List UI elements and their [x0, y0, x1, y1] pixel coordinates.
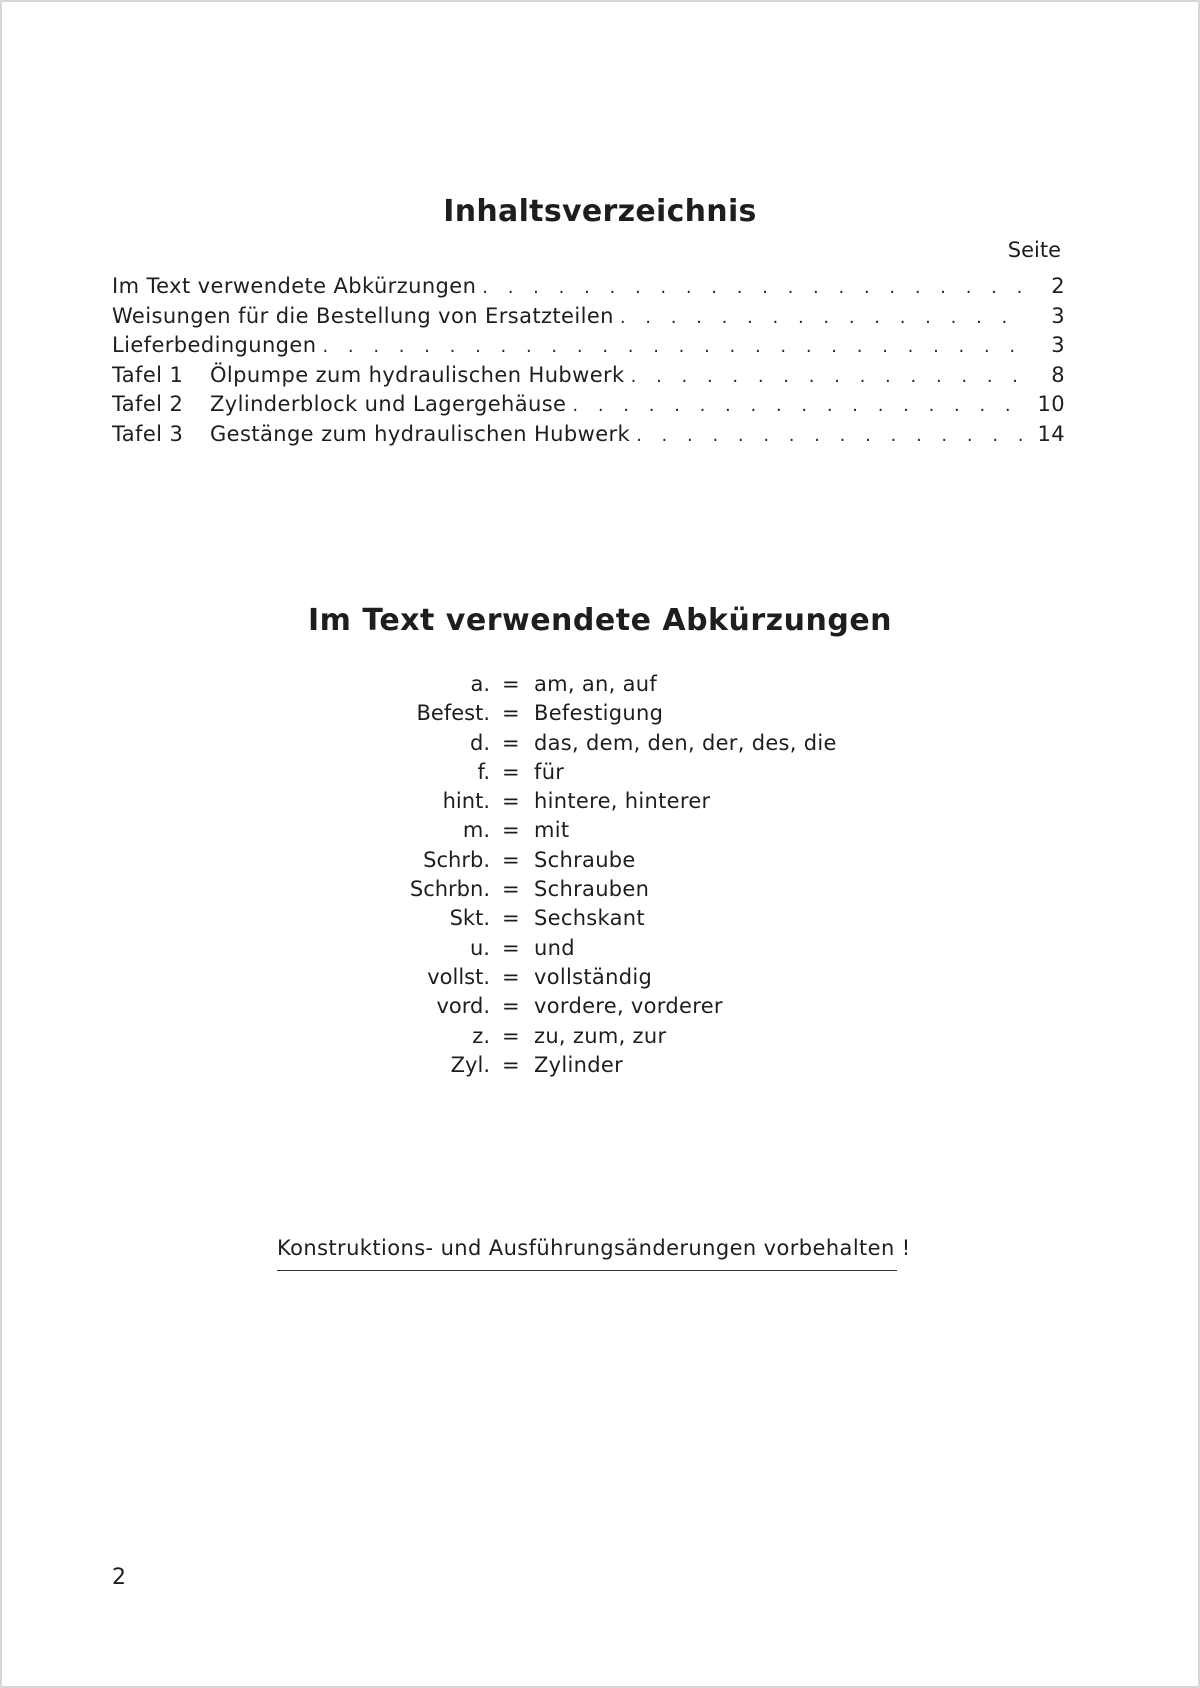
abbreviation-row: [2, 789, 1198, 818]
toc-leader-dots: [482, 277, 1025, 298]
abbreviation-term: Skt.: [449, 906, 490, 931]
toc-entry: [112, 304, 1065, 334]
equals-sign: =: [502, 701, 520, 726]
toc-entry-label: Lieferbedingungen: [112, 333, 317, 358]
equals-sign: =: [502, 877, 520, 902]
toc-entry: [112, 333, 1065, 363]
abbreviation-meaning: und: [534, 935, 575, 960]
abbreviation-term: Schrb.: [423, 847, 490, 872]
toc-entry-prefix: Tafel 1: [112, 362, 184, 387]
abbreviation-row: [2, 760, 1198, 789]
equals-sign: =: [502, 818, 520, 843]
abbreviation-row: [2, 994, 1198, 1023]
abbreviation-meaning: Zylinder: [534, 1052, 624, 1077]
note-underline-divider: [277, 1270, 897, 1271]
toc-page-column-header: Seite: [1007, 238, 1061, 262]
table-of-contents: [112, 274, 1065, 452]
toc-entry: [112, 363, 1065, 393]
toc-entry-page: 8: [1051, 362, 1065, 387]
abbreviation-row: [2, 1053, 1198, 1082]
abbreviation-row: [2, 731, 1198, 760]
abbreviation-term: vollst.: [427, 964, 490, 989]
abbreviation-meaning: Schraube: [534, 847, 636, 872]
abbreviation-term: d.: [469, 730, 490, 755]
equals-sign: =: [502, 935, 520, 960]
abbreviations-title: Im Text verwendete Abkürzungen: [307, 603, 893, 638]
equals-sign: =: [502, 759, 520, 784]
disclaimer-note: Konstruktions- und Ausführungsänderungen vorbehalten !: [277, 1236, 911, 1260]
equals-sign: =: [502, 789, 520, 814]
abbreviation-term: Zyl.: [450, 1052, 490, 1077]
abbreviation-row: [2, 848, 1198, 877]
abbreviation-row: [2, 818, 1198, 847]
toc-entry-page: 10: [1037, 392, 1065, 417]
toc-entry-label: Tafel 3 Gestänge zum hydraulischen Hubwerk: [112, 421, 631, 446]
toc-leader-dots: [322, 336, 1025, 357]
toc-entry-prefix: Tafel 3: [112, 421, 184, 446]
toc-leader-dots: [620, 307, 1025, 328]
toc-entry-page: 14: [1037, 421, 1065, 446]
abbreviation-row: [2, 936, 1198, 965]
abbreviation-meaning: Befestigung: [534, 701, 664, 726]
toc-entry-label: Tafel 1 Ölpumpe zum hydraulischen Hubwerk: [112, 362, 625, 387]
equals-sign: =: [502, 964, 520, 989]
abbreviation-meaning: vollständig: [534, 964, 653, 989]
abbreviation-meaning: vordere, vorderer: [534, 994, 723, 1019]
abbreviation-meaning: Schrauben: [534, 877, 650, 902]
toc-entry-page: 2: [1051, 274, 1065, 298]
abbreviation-term: m.: [462, 818, 490, 843]
toc-entry-label: Weisungen für die Bestellung von Ersatzteilen: [112, 303, 614, 328]
toc-leader-dots: [636, 425, 1025, 446]
abbreviation-row: [2, 965, 1198, 994]
abbreviation-term: Befest.: [416, 701, 490, 726]
abbreviation-meaning: hintere, hinterer: [534, 789, 711, 814]
abbreviation-row: [2, 672, 1198, 701]
toc-entry-prefix: Tafel 2: [112, 392, 184, 417]
abbreviation-list: [2, 672, 1198, 1082]
page-number: 2: [112, 1565, 126, 1590]
abbreviation-meaning: für: [534, 759, 565, 784]
abbreviation-row: [2, 701, 1198, 730]
toc-leader-dots: [631, 366, 1025, 387]
equals-sign: =: [502, 906, 520, 931]
abbreviation-meaning: am, an, auf: [534, 672, 658, 696]
equals-sign: =: [502, 1023, 520, 1048]
equals-sign: =: [502, 1052, 520, 1077]
abbreviation-term: vord.: [436, 994, 490, 1019]
toc-entry-page: 3: [1051, 333, 1065, 358]
abbreviation-term: a.: [470, 672, 490, 696]
toc-leader-dots: [572, 395, 1025, 416]
abbreviation-term: u.: [470, 935, 490, 960]
abbreviation-term: Schrbn.: [409, 877, 490, 902]
toc-entry: [112, 392, 1065, 422]
equals-sign: =: [502, 847, 520, 872]
equals-sign: =: [502, 672, 520, 696]
abbreviation-meaning: mit: [534, 818, 570, 843]
abbreviation-term: z.: [472, 1023, 490, 1048]
abbreviation-meaning: zu, zum, zur: [534, 1023, 667, 1048]
toc-entry-page: 3: [1051, 303, 1065, 328]
toc-title: Inhaltsverzeichnis: [443, 194, 757, 229]
abbreviation-meaning: Sechskant: [534, 906, 645, 931]
toc-entry: [112, 274, 1065, 304]
abbreviation-row: [2, 877, 1198, 906]
toc-entry-label: Im Text verwendete Abkürzungen: [112, 274, 477, 298]
abbreviation-meaning: das, dem, den, der, des, die: [534, 730, 837, 755]
equals-sign: =: [502, 994, 520, 1019]
toc-entry: [112, 422, 1065, 452]
equals-sign: =: [502, 730, 520, 755]
toc-entry-label: Tafel 2 Zylinderblock und Lagergehäuse: [112, 392, 567, 417]
abbreviation-row: [2, 906, 1198, 935]
abbreviation-row: [2, 1024, 1198, 1053]
abbreviation-term: hint.: [442, 789, 490, 814]
abbreviation-term: f.: [477, 759, 490, 784]
